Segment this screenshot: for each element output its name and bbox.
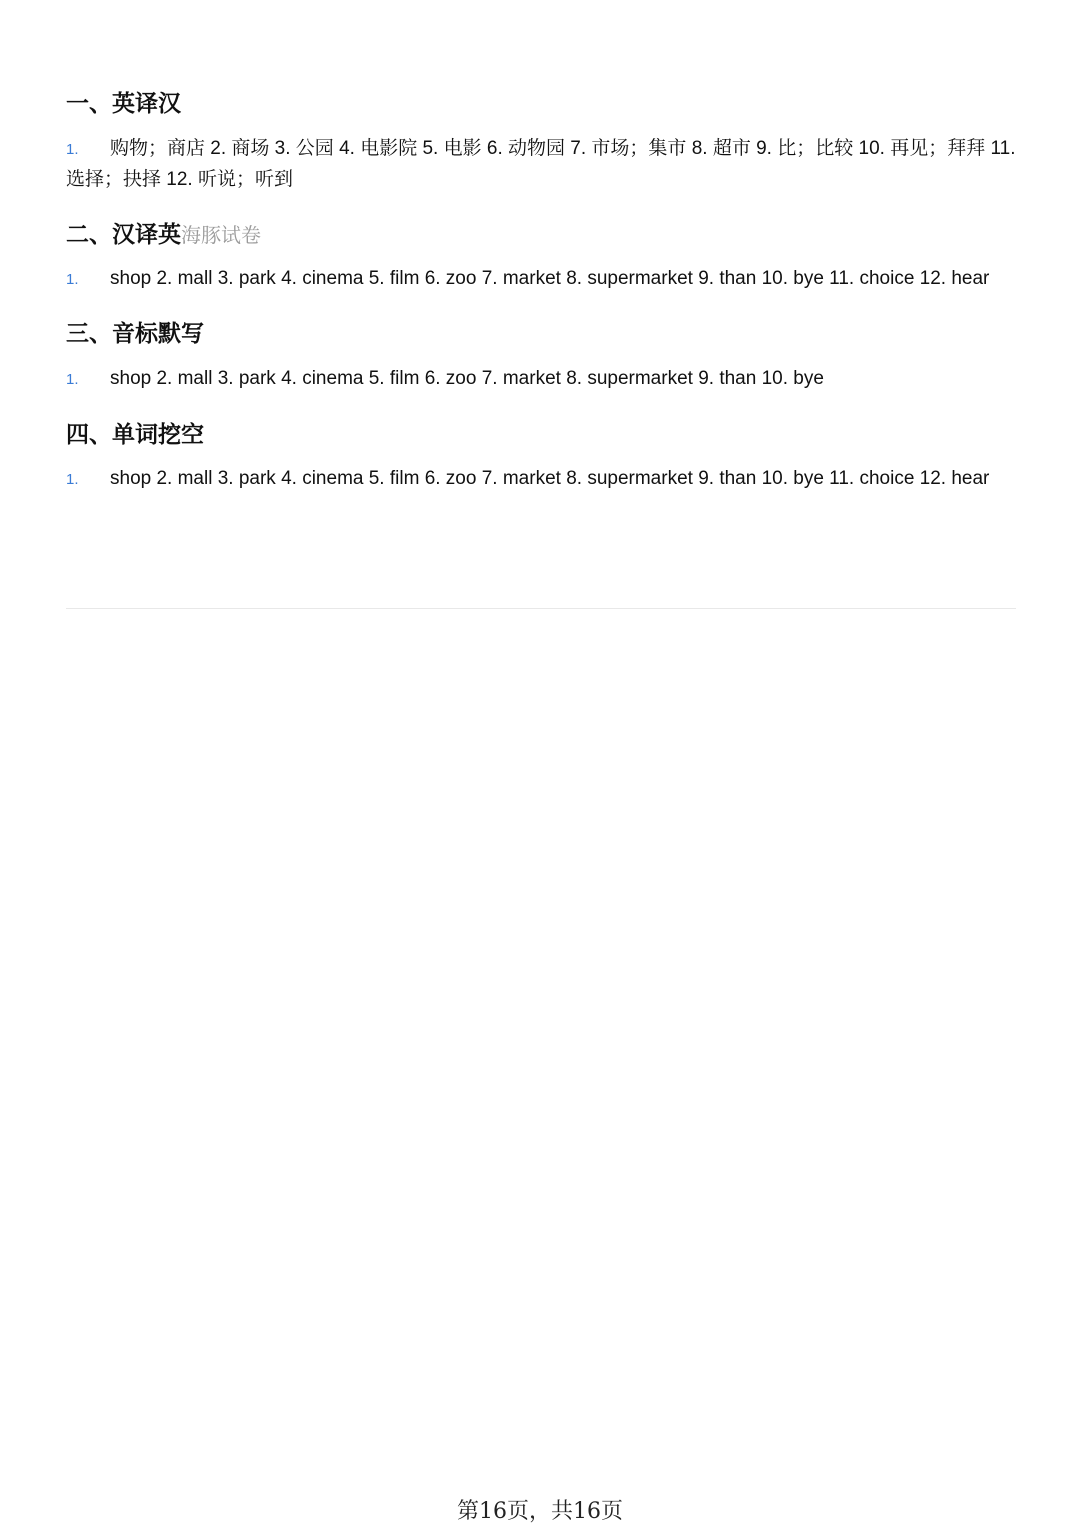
- answer-text: shop 2. mall 3. park 4. cinema 5. film 6. zoo 7. market 8. supermarket 9. than 10. bye 11. choice 12. hear: [110, 468, 990, 489]
- answer-text: shop 2. mall 3. park 4. cinema 5. film 6. zoo 7. market 8. supermarket 9. than 10. bye: [110, 368, 824, 389]
- question-number: 1.: [66, 371, 79, 388]
- section-heading-word-fill-in: [66, 415, 1016, 455]
- answer-paragraph-phonetic-dictation: [66, 364, 1016, 395]
- answer-key-content: [66, 84, 1016, 494]
- section-heading-text: 二、汉译英: [66, 222, 181, 248]
- section-heading-text: 三、音标默写: [66, 321, 204, 347]
- answer-paragraph-chinese-to-english: [66, 265, 1016, 294]
- section-heading-text: 一、英译汉: [66, 91, 181, 117]
- section-heading-english-to-chinese: [66, 84, 1016, 124]
- answer-text: shop 2. mall 3. park 4. cinema 5. film 6. zoo 7. market 8. supermarket 9. than 10. bye 11. choice 12. hear: [110, 268, 990, 289]
- question-number: 1.: [66, 271, 79, 288]
- section-heading-chinese-to-english: [66, 215, 1016, 255]
- answer-paragraph-word-fill-in: [66, 465, 1016, 494]
- watermark-text: 海豚试卷: [181, 223, 261, 247]
- section-heading-text: 四、单词挖空: [66, 422, 204, 448]
- question-number: 1.: [66, 471, 79, 488]
- question-number: 1.: [66, 141, 79, 158]
- section-heading-phonetic-dictation: [66, 314, 1016, 354]
- page-footer: [0, 1494, 1080, 1525]
- answer-text: 购物；商店 2. 商场 3. 公园 4. 电影院 5. 电影 6. 动物园 7. 市场；集市 8. 超市 9. 比；比较 10. 再见；拜拜 11. 选择；抉择 12. 听说；听到: [66, 138, 1016, 190]
- page-number-label: 第16页，共16页: [457, 1499, 623, 1524]
- section-divider: [66, 608, 1016, 609]
- answer-paragraph-english-to-chinese: [66, 134, 1016, 195]
